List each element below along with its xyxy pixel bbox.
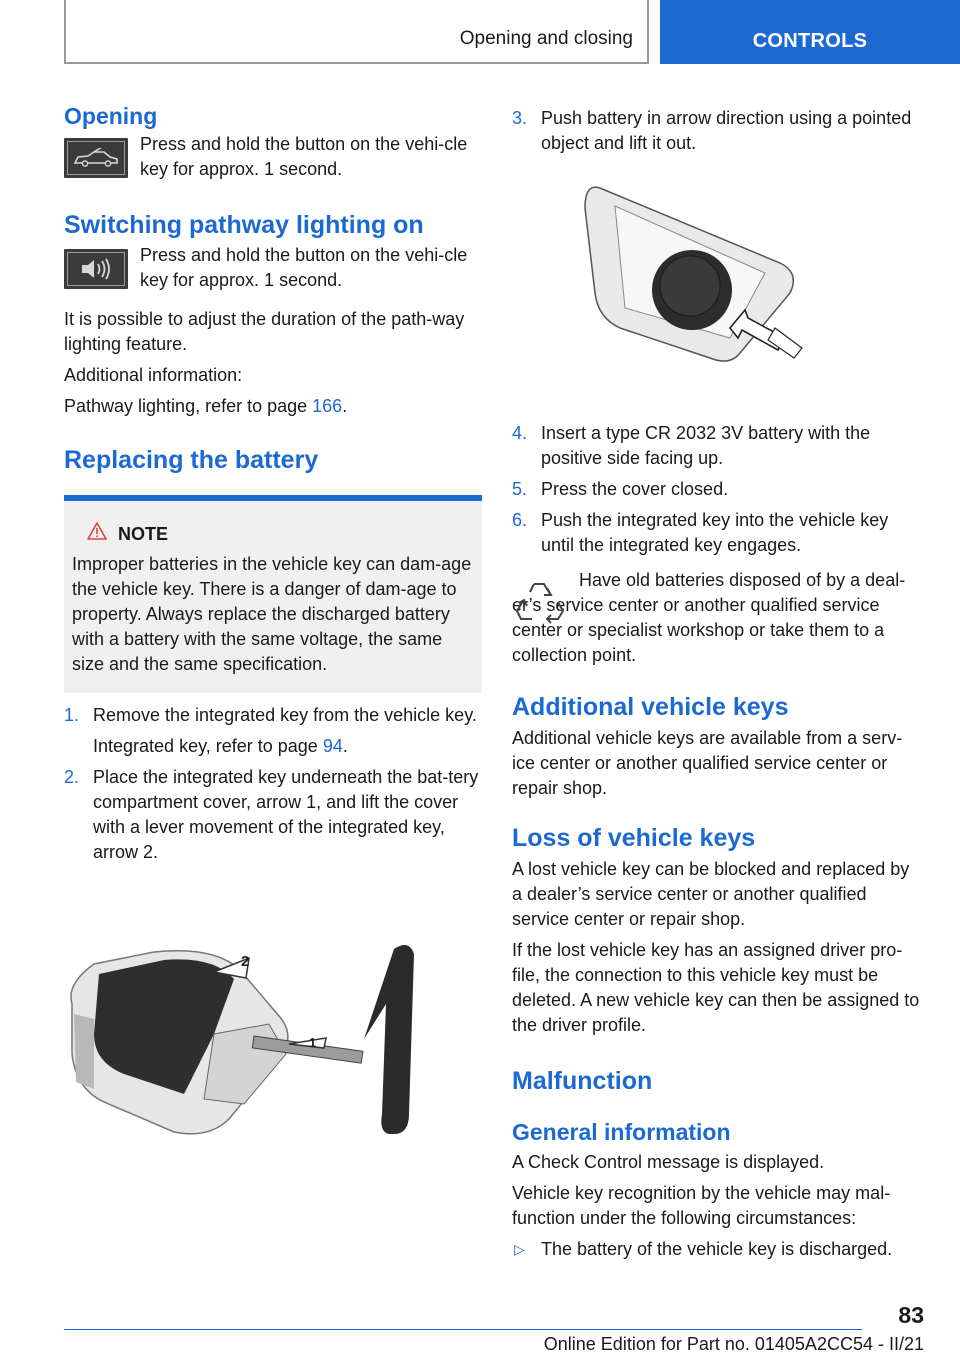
pathway-p3-text: Pathway lighting, refer to page xyxy=(64,396,313,416)
header-section: CONTROLS xyxy=(752,30,868,52)
note-panel xyxy=(64,495,482,693)
step-3-number: 3. xyxy=(512,108,528,128)
page-number: 83 xyxy=(898,1302,924,1328)
battery-illustration xyxy=(580,178,810,368)
pathway-p3-end: . xyxy=(342,396,348,416)
step-1-sub-text: Integrated key, refer to page xyxy=(93,736,323,756)
opening-text: Press and hold the button on the vehi-cle key for approx. 1 second. xyxy=(140,134,468,179)
header-title: Opening and closing xyxy=(459,28,633,49)
malfunction-p2: Vehicle key recognition by the vehicle may mal-function under the following circumstances: xyxy=(512,1183,891,1228)
footer-edition: Online Edition for Part no. 01405A2CC54 - II/21 xyxy=(543,1334,924,1354)
page-link-166[interactable]: 166 xyxy=(312,396,343,416)
pathway-heading: Switching pathway lighting on xyxy=(64,211,424,239)
pathway-block xyxy=(64,243,482,293)
pathway-lighting-icon xyxy=(64,249,128,289)
general-info-heading: General information xyxy=(512,1119,731,1145)
malfunction-heading: Malfunction xyxy=(512,1067,653,1095)
step-1-sub-end: . xyxy=(342,736,348,756)
header-title-box xyxy=(64,0,649,64)
step-4-text: Insert a type CR 2032 3V battery with the positive side facing up. xyxy=(541,423,871,468)
step-6-text: Push the integrated key into the vehicle key until the integrated key engages. xyxy=(541,510,889,555)
step-4-number: 4. xyxy=(512,423,528,443)
bullet-item xyxy=(512,1237,924,1262)
step-6 xyxy=(512,508,924,558)
step-5 xyxy=(512,477,924,502)
footer-rule xyxy=(64,1329,862,1330)
loss-heading: Loss of vehicle keys xyxy=(512,824,756,852)
step-3-text: Push battery in arrow direction using a pointed object and lift it out. xyxy=(541,108,912,153)
additional-heading: Additional vehicle keys xyxy=(512,693,789,721)
note-title xyxy=(86,521,474,548)
step-3 xyxy=(512,106,924,156)
pathway-text: Press and hold the button on the vehi-cle key for approx. 1 second. xyxy=(140,245,468,290)
step-1-sub xyxy=(93,734,482,759)
step-2-text: Place the integrated key underneath the bat-tery compartment cover, arrow 1, and lift the cover with a lever movement of the integrated key, arrow 2. xyxy=(93,767,479,862)
step-4 xyxy=(512,421,924,471)
pathway-p3 xyxy=(64,394,482,419)
step-5-number: 5. xyxy=(512,479,528,499)
recycle-text: Have old batteries disposed of by a deal-er’s service center or another qualified service center or specialist workshop or take them to a collection point. xyxy=(512,570,906,665)
key-arrow-2-label: 2 xyxy=(241,953,250,970)
bullet-mark: ▷ xyxy=(514,1241,525,1257)
note-text: Improper batteries in the vehicle key can dam-age the vehicle key. There is a danger of dam-age to property. Always replace the discharged battery with a battery with the same voltage, the same size and the same specification. xyxy=(72,554,472,674)
car-opening-icon xyxy=(64,138,128,178)
malfunction-p1: A Check Control message is displayed. xyxy=(512,1152,825,1172)
warning-triangle-icon xyxy=(86,521,108,548)
loss-p1: A lost vehicle key can be blocked and replaced by a dealer’s service center or another qualified service center or repair shop. xyxy=(512,859,910,929)
opening-block xyxy=(64,132,482,182)
page-link-94[interactable]: 94 xyxy=(322,736,343,756)
key-illustration xyxy=(64,944,474,1144)
step-6-number: 6. xyxy=(512,510,528,530)
header-section-box xyxy=(660,0,960,64)
step-2 xyxy=(64,765,482,865)
note-label: NOTE xyxy=(118,524,169,544)
step-2-number: 2. xyxy=(64,767,80,787)
additional-text: Additional vehicle keys are available from a serv-ice center or another qualified service center or repair shop. xyxy=(512,728,903,798)
bullet-text: The battery of the vehicle key is discharged. xyxy=(541,1239,893,1259)
loss-p2: If the lost vehicle key has an assigned driver pro-file, the connection to this vehicle key must be deleted. A new vehicle key can then be assigned to the driver profile. xyxy=(512,940,920,1035)
opening-heading: Opening xyxy=(64,103,158,129)
replace-heading: Replacing the battery xyxy=(64,446,319,474)
pathway-p2: Additional information: xyxy=(64,365,243,385)
pathway-p1: It is possible to adjust the duration of the path-way lighting feature. xyxy=(64,309,465,354)
step-1-number: 1. xyxy=(64,705,80,725)
recycle-block xyxy=(512,568,924,668)
step-1-text: Remove the integrated key from the vehicle key. xyxy=(93,705,477,725)
step-5-text: Press the cover closed. xyxy=(541,479,729,499)
step-1 xyxy=(64,703,482,759)
recycle-icon xyxy=(514,578,566,633)
left-column xyxy=(64,100,482,865)
key-arrow-1-label: 1 xyxy=(309,1035,317,1050)
note-box xyxy=(64,501,482,693)
